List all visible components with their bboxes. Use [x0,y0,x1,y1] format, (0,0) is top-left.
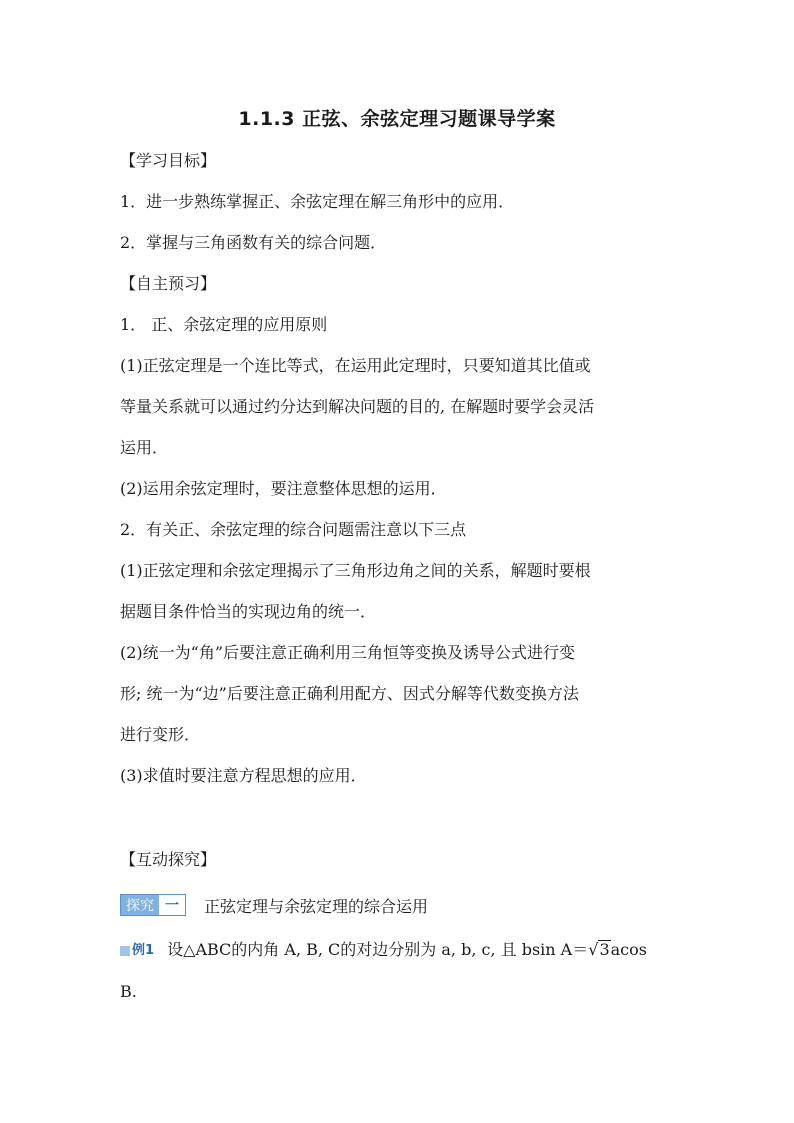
preview-point-1: 1． 正、余弦定理的应用原则 [120,315,328,334]
example-marker-icon [120,946,130,956]
paragraph-line: 据题目条件恰当的实现边角的统一． [120,602,377,621]
paragraph-line: (2)运用余弦定理时，要注意整体思想的运用． [120,479,447,498]
paragraph-line: (2)统一为“角”后要注意正确利用三角恒等变换及诱导公式进行变 [120,643,576,662]
paragraph-line: (3)求值时要注意方程思想的应用． [120,766,367,785]
explore-tag: 探究 [121,895,159,915]
objective-item-1: 1．进一步熟练掌握正、余弦定理在解三角形中的应用． [120,192,515,211]
paragraph-line: 运用． [120,438,169,457]
example-text: 设△ABC的内角 A, B, C的对边分别为 a, b, c, 且 bsin A＝ [167,940,589,959]
paragraph-line: (1)正弦定理和余弦定理揭示了三角形边角之间的关系，解题时要根 [120,561,591,580]
example-text-tail: acos [610,940,647,959]
sqrt-symbol: √ [588,940,599,959]
section-heading-preview: 【自主预习】 [120,274,217,293]
paragraph-line: 形; 统一为“边”后要注意正确利用配方、因式分解等代数变换方法 [120,684,579,703]
explore-badge [120,894,186,916]
section-heading-objectives: 【学习目标】 [120,151,217,170]
paragraph-line: (1)正弦定理是一个连比等式，在运用此定理时，只要知道其比值或 [120,356,591,375]
example-continuation: B. [120,982,137,1001]
preview-point-2: 2．有关正、余弦定理的综合问题需注意以下三点 [120,520,467,539]
explore-title: 正弦定理与余弦定理的综合运用 [204,896,429,916]
paragraph-line: 进行变形． [120,725,201,744]
objective-item-2: 2．掌握与三角函数有关的综合问题． [120,233,387,252]
page-title: 1.1.3 正弦、余弦定理习题课导学案 [238,108,556,130]
example-line [120,938,647,963]
example-label: 例1 [132,942,155,958]
explore-heading [120,893,428,917]
example-icon [120,939,154,963]
paragraph-line: 等量关系就可以通过约分达到解决问题的目的, 在解题时要学会灵活 [120,397,595,416]
sqrt-radicand: 3 [599,940,610,959]
explore-number: 一 [159,895,185,915]
section-heading-interactive: 【互动探究】 [120,850,217,869]
